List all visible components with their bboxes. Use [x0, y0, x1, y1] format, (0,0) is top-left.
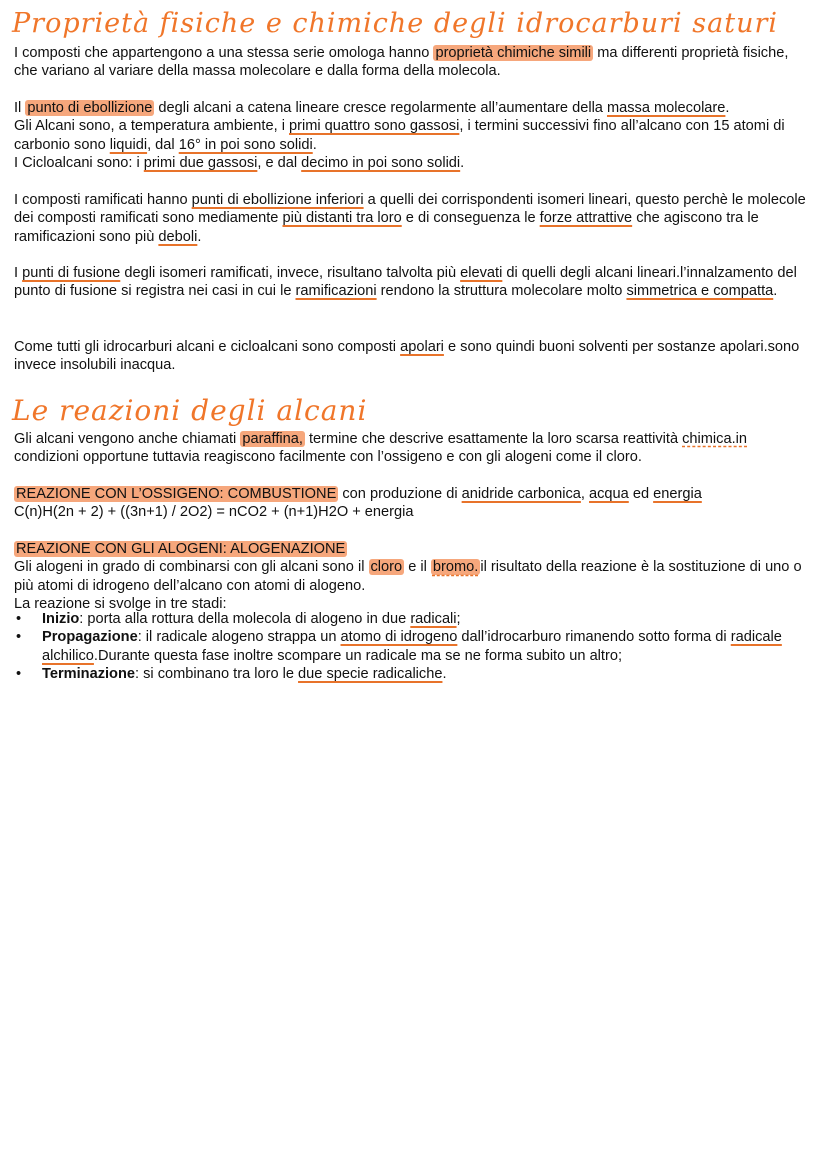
text: dall’idrocarburo rimanendo sotto forma di [457, 629, 731, 646]
text: termine che descrive esattamente la loro scarsa reattività [304, 431, 683, 447]
text: , [580, 486, 590, 502]
text: . [442, 666, 447, 683]
text: . [773, 283, 778, 300]
text: I [14, 265, 23, 281]
text: e sono quindi buoni solventi per sostanze apolari.sono invece insolubili inacqua. [14, 339, 800, 374]
underline: più distanti tra loro [282, 210, 402, 227]
text: . [312, 136, 317, 153]
text: di quelli degli alcani lineari.l’innalzamento del punto di fusione si registra nei casi in cui le [14, 265, 797, 300]
text: Gli alcani vengono anche chiamati [14, 431, 241, 447]
underline: punti di fusione [22, 265, 121, 281]
section-title-physical-chemical-properties: Proprietà fisiche e chimiche degli idrocarburi saturi [12, 8, 779, 39]
text: : il radicale alogeno strappa un [137, 629, 341, 646]
text: , e dal [257, 155, 302, 172]
text: Come tutti gli idrocarburi alcani e cicloalcani sono composti [14, 339, 401, 355]
text: a quelli dei corrispondenti isomeri lineari, questo perchè le molecole dei composti ramificati sono mediamente [14, 192, 806, 227]
text: I Cicloalcani sono: i [14, 155, 144, 172]
text: degli alcani a catena lineare cresce regolarmente all’aumentare della [154, 100, 607, 116]
underline: due specie radicaliche [298, 666, 443, 683]
highlight: punto di ebollizione [27, 100, 153, 116]
underline: deboli [158, 228, 198, 245]
underline: atomo di idrogeno [340, 629, 458, 646]
underline: decimo in poi sono solidi [301, 155, 461, 172]
paragraph-halogenation [14, 540, 814, 614]
text: degli isomeri ramificati, invece, risultano talvolta più [120, 265, 461, 281]
text: Il [14, 100, 26, 116]
dashed-underline: chimica.in [682, 431, 747, 447]
paragraph-homologous-series [14, 44, 814, 81]
combustion-formula: C(n)H(2n + 2) + ((3n+1) / 2O2) = nCO2 + (n+1)H2O + energia [14, 504, 414, 521]
paragraph-boiling-point [14, 99, 814, 173]
text: I composti che appartengono a una stessa serie omologa hanno [14, 45, 434, 61]
list-item [14, 628, 814, 665]
highlight: cloro [370, 559, 403, 576]
underline: elevati [460, 265, 503, 281]
text: ed [628, 486, 654, 502]
underline: primi quattro sono gassosi [289, 118, 460, 135]
text: I composti ramificati hanno [14, 192, 192, 208]
text: e il [404, 559, 431, 576]
highlight: proprietà chimiche simili [435, 45, 592, 61]
underline: energia [653, 486, 702, 502]
paragraph-branched-compounds [14, 191, 814, 246]
text: condizioni opportune tuttavia reagiscono facilmente con l’ossigeno e con gli alogeni come il cloro. [14, 449, 642, 466]
text: . [460, 155, 465, 172]
highlight: paraffina, [242, 431, 303, 447]
text: La reazione si svolge in tre stadi: [14, 596, 227, 613]
underline: 16° in poi sono solidi [178, 136, 313, 153]
text: . [197, 228, 202, 245]
stage-name: Propagazione [42, 629, 138, 646]
text: , dal [147, 136, 179, 153]
combustion-heading: REAZIONE CON L’OSSIGENO: COMBUSTIONE [16, 486, 337, 502]
text: Gli alogeni in grado di combinarsi con gli alcani sono il [14, 559, 369, 576]
text: .Durante questa fase inoltre scompare un radicale ma se ne forma subito un altro; [93, 647, 623, 664]
underline: primi due gassosi [143, 155, 258, 172]
underline: acqua [589, 486, 629, 502]
list-item [14, 610, 814, 628]
paragraph-paraffin [14, 430, 814, 467]
paragraph-apolar [14, 338, 814, 375]
underline: radicali [410, 611, 457, 627]
underline: anidride carbonica [461, 486, 581, 502]
text: ma differenti proprietà fisiche, che variano al variare della massa molecolare e dalla forma della molecola. [14, 45, 789, 80]
stage-name: Terminazione [42, 666, 135, 683]
text: : si combinano tra loro le [135, 666, 299, 683]
text: e di conseguenza le [401, 210, 540, 227]
text: . [725, 100, 730, 116]
text: con produzione di [338, 486, 462, 502]
stage-name: Inizio [42, 611, 80, 627]
highlight: bromo. [432, 559, 479, 576]
paragraph-melting-points [14, 264, 814, 301]
underline: liquidi [109, 136, 148, 153]
halogenation-heading: REAZIONE CON GLI ALOGENI: ALOGENAZIONE [16, 541, 346, 557]
text: : porta alla rottura della molecola di alogeno in due [79, 611, 411, 627]
text: rendono la struttura molecolare molto [376, 283, 627, 300]
text: , i termini successivi fino all’alcano con 15 atomi di carbonio sono [14, 118, 785, 153]
underline: punti di ebollizione inferiori [191, 192, 364, 208]
underline: massa molecolare [606, 100, 726, 116]
section-title-alkane-reactions: Le reazioni degli alcani [12, 394, 368, 427]
underline: ramificazioni [295, 283, 377, 300]
text: il risultato della reazione è la sostituzione di uno o più atomi di idrogeno dell’alcano con atomi di alogeno. [14, 559, 802, 594]
text: che agiscono tra le ramificazioni sono più [14, 210, 759, 245]
paragraph-combustion [14, 485, 814, 522]
underline: forze attrattive [539, 210, 633, 227]
text: Gli Alcani sono, a temperatura ambiente, i [14, 118, 289, 135]
list-item [14, 665, 814, 683]
reaction-stages-list [14, 610, 814, 684]
underline: radicale alchilico [42, 629, 782, 664]
underline: simmetrica e compatta [626, 283, 774, 300]
text: ; [456, 611, 461, 627]
underline: apolari [400, 339, 444, 355]
